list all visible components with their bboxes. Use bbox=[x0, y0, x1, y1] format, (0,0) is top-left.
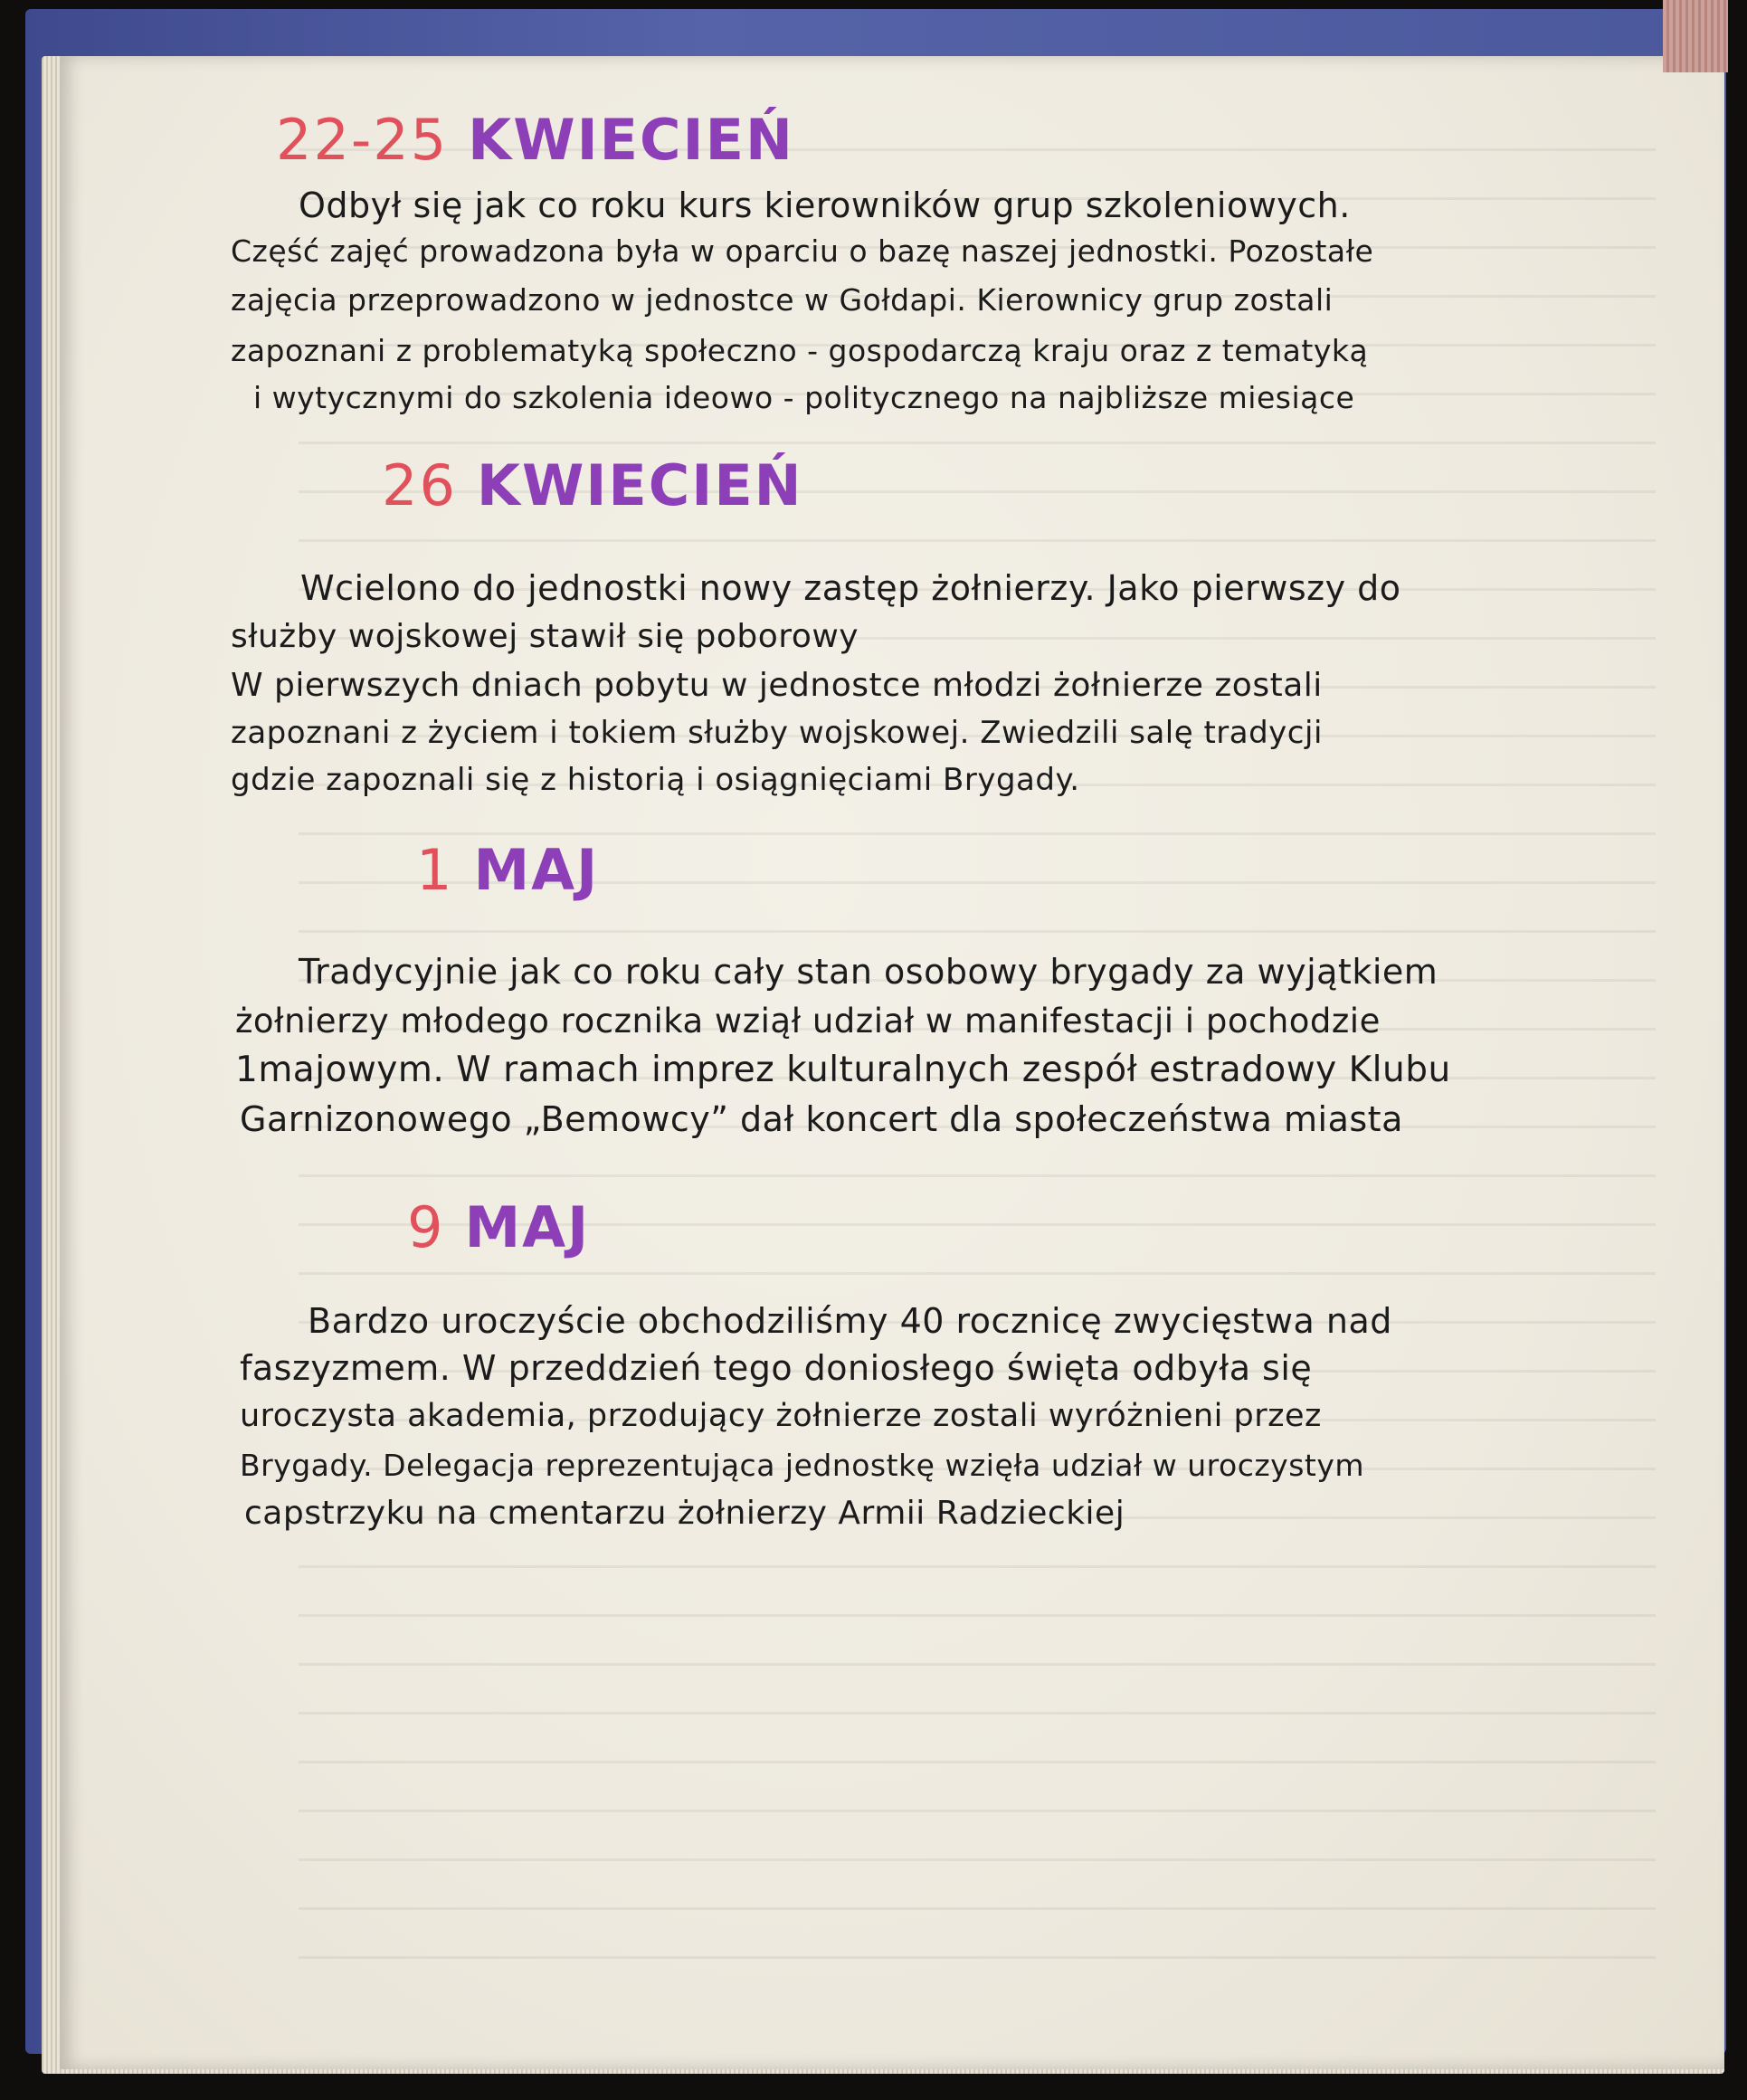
entry-date-day: 22-25 bbox=[276, 107, 449, 173]
entry-text-line: zapoznani z życiem i tokiem służby wojskowej. Zwiedzili salę tradycji bbox=[231, 715, 1323, 751]
entry-heading bbox=[382, 452, 803, 518]
entry-date-month: KWIECIEŃ bbox=[476, 452, 803, 518]
entry-text-line: Bardzo uroczyście obchodziliśmy 40 rocznicę zwycięstwa nad bbox=[308, 1301, 1392, 1341]
entry-text-line: capstrzyku na cmentarzu żołnierzy Armii Radzieckiej bbox=[244, 1495, 1125, 1532]
entry-heading bbox=[416, 837, 599, 903]
entry-text-line: Garnizonowego „Bemowcy” dał koncert dla społeczeństwa miasta bbox=[240, 1099, 1403, 1139]
entry-date-day: 26 bbox=[382, 452, 457, 518]
entry-text-line: W pierwszych dniach pobytu w jednostce młodzi żołnierze zostali bbox=[231, 667, 1323, 704]
entry-text-line: Część zajęć prowadzona była w oparciu o bazę naszej jednostki. Pozostałe bbox=[231, 233, 1374, 269]
entry-text-line: służby wojskowej stawił się poborowy bbox=[231, 618, 859, 655]
entry-text-line: uroczysta akademia, przodujący żołnierze zostali wyróżnieni przez bbox=[240, 1398, 1322, 1434]
entry-text-line: żołnierzy młodego rocznika wziął udział w manifestacji i pochodzie bbox=[235, 1002, 1381, 1040]
entry-text-line: 1majowym. W ramach imprez kulturalnych zespół estradowy Klubu bbox=[235, 1050, 1451, 1090]
entry-heading bbox=[407, 1194, 590, 1260]
entry-date-month: MAJ bbox=[464, 1194, 591, 1260]
entry-date-day: 9 bbox=[407, 1194, 445, 1260]
entry-date-day: 1 bbox=[416, 837, 454, 903]
entry-text-line: i wytycznymi do szkolenia ideowo - politycznego na najbliższe miesiące bbox=[253, 380, 1355, 415]
entry-text-line: Wcielono do jednostki nowy zastęp żołnierzy. Jako pierwszy do bbox=[300, 568, 1401, 608]
entry-text-line: zapoznani z problematyką społeczno - gospodarczą kraju oraz z tematyką bbox=[231, 333, 1369, 368]
entry-text-line: Tradycyjnie jak co roku cały stan osobowy brygady za wyjątkiem bbox=[299, 952, 1438, 992]
entry-text-line: Odbył się jak co roku kurs kierowników grup szkoleniowych. bbox=[299, 185, 1351, 225]
entry-heading bbox=[276, 107, 794, 173]
entry-text-line: Brygady. Delegacja reprezentująca jednostkę wzięła udział w uroczystym bbox=[240, 1448, 1365, 1483]
entry-date-month: KWIECIEŃ bbox=[468, 107, 794, 173]
entry-text-line: gdzie zapoznali się z historią i osiągnięciami Brygady. bbox=[231, 762, 1080, 798]
entry-text-line: zajęcia przeprowadzono w jednostce w Gołdapi. Kierownicy grup zostali bbox=[231, 282, 1334, 318]
entry-text-line: faszyzmem. W przeddzień tego doniosłego święta odbyła się bbox=[240, 1348, 1313, 1388]
entry-date-month: MAJ bbox=[473, 837, 600, 903]
